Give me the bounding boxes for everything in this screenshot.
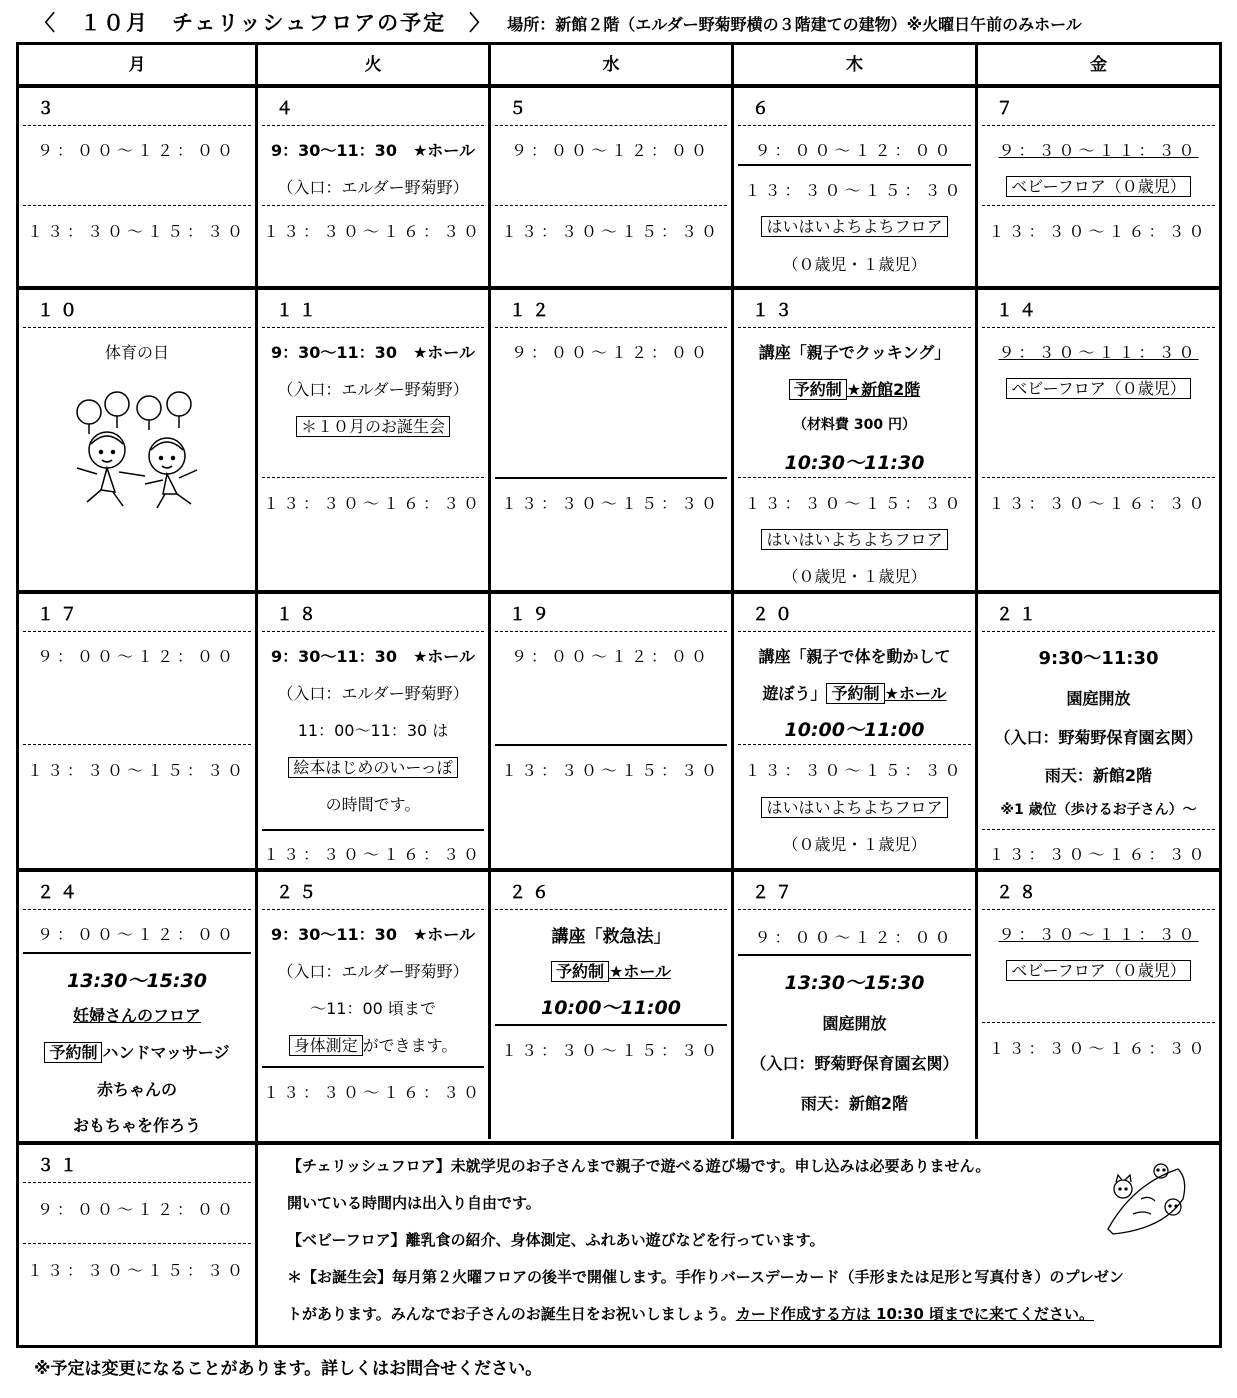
rain-venue: 雨天：新館2階: [1044, 766, 1153, 785]
page-title: 〈 １０月 チェリッシュフロアの予定 〉: [34, 11, 493, 35]
note-birthday-2: トがあります。みんなでお子さんのお誕生日をお祝いしましょう。: [287, 1305, 736, 1323]
pm-time: １３：３０〜１５：３０: [26, 761, 247, 780]
note-card-deadline: カード作成する方は 10:30 頃までに来てください。: [735, 1305, 1095, 1323]
reservation-label: 予約制: [551, 961, 609, 982]
baby-floor-label: ベビーフロア（０歳児）: [1006, 176, 1191, 197]
course-title: 講座「親子でクッキング」: [758, 343, 951, 362]
dashed-line: [738, 744, 971, 745]
solid-line: [495, 744, 727, 746]
calendar-grid: [16, 42, 1222, 1348]
dashed-line: [738, 909, 971, 910]
pm-time: １３：３０〜１５：３０: [744, 761, 965, 780]
dashed-line: [23, 205, 251, 206]
day-cell-12: [491, 290, 731, 590]
day-cell-11: [258, 290, 488, 590]
dashed-line: [495, 205, 727, 206]
solid-line: [738, 954, 971, 956]
animals-illustration: [1103, 1159, 1193, 1239]
reservation-label: 予約制: [826, 683, 884, 704]
weekday-mon: 月: [128, 55, 146, 75]
venue-label: ★新館2階: [846, 380, 921, 399]
am-time: ９：００〜１２：００: [510, 141, 711, 160]
day-number: ２７: [752, 883, 798, 903]
dashed-line: [262, 477, 484, 478]
weekday-wed: 水: [602, 55, 620, 75]
solid-line: [495, 477, 727, 479]
pm-time: １３：３０〜１６：３０: [988, 222, 1209, 241]
course-title: 講座「親子で体を動かして: [758, 647, 951, 666]
dashed-line: [262, 205, 484, 206]
toy-making-1: 赤ちゃんの: [96, 1080, 177, 1099]
am-time: 9：30〜11：30 ★ホール: [271, 141, 475, 160]
pm-time: １３：３０〜１６：３０: [262, 494, 483, 513]
day-number: ５: [509, 99, 532, 119]
dashed-line: [23, 909, 251, 910]
entrance-note: （入口：エルダー野菊野）: [277, 684, 469, 703]
entrance-note: （入口：エルダー野菊野）: [277, 962, 469, 981]
day-cell-28: [978, 872, 1219, 1141]
garden-time: 9:30〜11:30: [1038, 648, 1159, 669]
pm-time: １３：３０〜１６：３０: [988, 1039, 1209, 1058]
age-note: （０歳児・１歳児）: [782, 567, 927, 586]
day-number: １０: [37, 301, 83, 321]
day-number: ２８: [996, 883, 1042, 903]
day-number: １２: [509, 301, 555, 321]
hai-floor-label: はいはいよちよちフロア: [761, 529, 947, 550]
pm-time: １３：３０〜１６：３０: [262, 1083, 483, 1102]
am-time: ９：３０〜１１：３０: [998, 925, 1199, 944]
day-cell-21: [978, 594, 1219, 868]
ehon-time: 11：00〜11：30 は: [297, 721, 449, 740]
dashed-line: [23, 631, 251, 632]
dashed-line: [982, 631, 1215, 632]
am-time: ９：００〜１２：００: [510, 647, 711, 666]
am-time: 9：30〜11：30 ★ホール: [271, 925, 475, 944]
body-measure-note: ができます。: [362, 1036, 458, 1055]
am-time: ９：００〜１２：００: [754, 141, 955, 160]
day-number: ３: [37, 99, 60, 119]
am-time: 9：30〜11：30 ★ホール: [271, 343, 475, 362]
am-time: ９：００〜１２：００: [510, 343, 711, 362]
dashed-line: [982, 205, 1215, 206]
dashed-line: [982, 909, 1215, 910]
dashed-line: [262, 631, 484, 632]
solid-line: [23, 952, 251, 954]
pm-time: １３：３０〜１５：３０: [26, 222, 247, 241]
dashed-line: [495, 909, 727, 910]
am-time: ９：３０〜１１：３０: [998, 141, 1199, 160]
day-cell-6: [734, 88, 975, 286]
day-number: ２４: [37, 883, 83, 903]
am-time: ９：００〜１２：００: [36, 647, 237, 666]
day-number: ２５: [276, 883, 322, 903]
day-cell-5: [491, 88, 731, 286]
weekday-thu: 木: [846, 55, 863, 75]
pm-time: １３：３０〜１５：３０: [500, 494, 721, 513]
dashed-line: [738, 477, 971, 478]
pm-time: １３：３０〜１６：３０: [262, 845, 483, 864]
day-cell-26: [491, 872, 731, 1141]
toy-making-2: おもちゃを作ろう: [72, 1116, 201, 1135]
dashed-line: [738, 125, 971, 126]
weekday-fri: 金: [1090, 55, 1107, 75]
dashed-line: [23, 744, 251, 745]
dashed-line: [262, 125, 484, 126]
day-number: ７: [996, 99, 1019, 119]
material-fee: （材料費 300 円）: [793, 417, 916, 433]
day-cell-19: [491, 594, 731, 868]
day-number: １１: [276, 301, 322, 321]
page-header: [34, 6, 1082, 40]
dashed-line: [982, 477, 1215, 478]
dashed-line: [495, 125, 727, 126]
day-number: ２０: [752, 605, 798, 625]
weekday-tue: 火: [364, 55, 382, 75]
solid-line: [738, 164, 971, 166]
measure-time: 〜11：00 頃まで: [310, 999, 436, 1018]
notes-panel: [275, 1145, 1219, 1345]
age-note: ※1 歳位（歩けるお子さん）〜: [1000, 802, 1197, 818]
venue-label: ★ホール: [608, 962, 672, 981]
hai-floor-label: はいはいよちよちフロア: [761, 797, 947, 818]
day-number: ２６: [509, 883, 555, 903]
course-title-cont: 遊ぼう」: [762, 684, 827, 703]
dashed-line: [982, 125, 1215, 126]
dashed-line: [982, 829, 1215, 830]
hai-floor-label: はいはいよちよちフロア: [761, 216, 947, 237]
day-cell-17: [19, 594, 255, 868]
day-number: １３: [752, 301, 798, 321]
am-time: 9：30〜11：30 ★ホール: [271, 647, 475, 666]
am-time: ９：００〜１２：００: [36, 141, 237, 160]
holiday-label: 体育の日: [104, 343, 169, 362]
day-number: ６: [752, 99, 775, 119]
dashed-line: [982, 327, 1215, 328]
location-note: 場所：新館２階（エルダー野菊野横の３階建ての建物）※火曜日午前のみホール: [507, 15, 1082, 34]
garden-entrance: （入口：野菊野保育園玄関）: [750, 1054, 959, 1073]
course-title: 講座「救急法」: [551, 927, 671, 947]
am-time: ９：００〜１２：００: [36, 925, 237, 944]
am-time: ９：００〜１２：００: [36, 1200, 237, 1219]
dashed-line: [738, 631, 971, 632]
course-time: 10:00〜11:00: [541, 997, 681, 1019]
day-cell-4: [258, 88, 488, 286]
day-number: １９: [509, 605, 555, 625]
day-cell-20: [734, 594, 975, 868]
baby-floor-label: ベビーフロア（０歳児）: [1006, 960, 1191, 981]
pm-time: １３：３０〜１５：３０: [500, 1041, 721, 1060]
age-note: （０歳児・１歳児）: [782, 835, 927, 854]
day-cell-18: [258, 594, 488, 868]
baby-floor-label: ベビーフロア（０歳児）: [1006, 378, 1191, 399]
day-cell-7: [978, 88, 1219, 286]
dashed-line: [738, 327, 971, 328]
birthday-party-label: ＊１０月のお誕生会: [296, 416, 450, 437]
pm-time: １３：３０〜１５：３０: [744, 181, 965, 200]
body-measure-label: 身体測定: [289, 1035, 363, 1056]
age-note: （０歳児・１歳児）: [782, 255, 927, 274]
dashed-line: [262, 909, 484, 910]
ehon-program-label: 絵本はじめのいーっぽ: [288, 757, 457, 778]
day-number: １４: [996, 301, 1042, 321]
pm-time: １３：３０〜１５：３０: [500, 222, 721, 241]
day-cell-14: [978, 290, 1219, 590]
day-cell-27: [734, 872, 975, 1141]
reservation-label: 予約制: [789, 379, 847, 400]
rain-venue: 雨天：新館2階: [800, 1094, 909, 1113]
pm-time: １３：３０〜１５：３０: [500, 761, 721, 780]
dashed-line: [495, 327, 727, 328]
children-running-illustration: [67, 390, 207, 520]
dashed-line: [982, 1022, 1215, 1023]
venue-label: ★ホール: [884, 684, 947, 703]
garden-open: 園庭開放: [822, 1014, 887, 1033]
dashed-line: [23, 327, 251, 328]
reservation-label: 予約制: [44, 1042, 102, 1063]
pm-time: １３：３０〜１５：３０: [744, 494, 965, 513]
pm-time: １３：３０〜１６：３０: [988, 494, 1209, 513]
course-time: 10:00〜11:00: [784, 719, 925, 741]
dashed-line: [23, 1182, 251, 1183]
day-number: ３１: [37, 1156, 83, 1176]
day-cell-13: [734, 290, 975, 590]
pm-time: １３：３０〜１６：３０: [262, 222, 483, 241]
pm-time: １３：３０〜１６：３０: [988, 845, 1209, 864]
solid-line: [262, 1066, 484, 1068]
ehon-note: の時間です。: [325, 795, 421, 814]
day-number: １７: [37, 605, 83, 625]
am-time: ９：００〜１２：００: [754, 928, 955, 947]
pregnant-floor-label: 妊婦さんのフロア: [72, 1006, 201, 1025]
garden-open: 園庭開放: [1066, 689, 1131, 708]
note-baby-floor: 【ベビーフロア】離乳食の紹介、身体測定、ふれあい遊びなどを行っています。: [287, 1231, 825, 1249]
pm-time: １３：３０〜１５：３０: [26, 1261, 247, 1280]
dashed-line: [495, 631, 727, 632]
day-cell-3: [19, 88, 255, 286]
day-cell-31: [19, 1145, 255, 1345]
hand-massage-label: ハンドマッサージ: [102, 1043, 230, 1062]
course-time: 10:30〜11:30: [784, 452, 925, 474]
solid-line: [495, 1024, 727, 1026]
dashed-line: [262, 327, 484, 328]
footer-note: ※予定は変更になることがあります。詳しくはお問合せください。: [34, 1359, 543, 1379]
solid-line: [262, 829, 484, 831]
am-time: ９：３０〜１１：３０: [998, 343, 1199, 362]
day-cell-24: [19, 872, 255, 1141]
dashed-line: [23, 1243, 251, 1244]
entrance-note: （入口：エルダー野菊野）: [277, 380, 469, 399]
day-cell-25: [258, 872, 488, 1141]
entrance-note: （入口：エルダー野菊野）: [277, 178, 469, 197]
garden-entrance: （入口：野菊野保育園玄関）: [994, 728, 1203, 747]
note-cherish: 【チェリッシュフロア】未就学児のお子さんまで親子で遊べる遊び場です。申し込みは必要ありません。: [287, 1157, 991, 1175]
dashed-line: [23, 125, 251, 126]
day-cell-10: [19, 290, 255, 590]
note-free-entry: 開いている時間内は出入り自由です。: [287, 1194, 541, 1212]
pm-event-time: 13:30〜15:30: [67, 970, 207, 992]
day-number: ４: [276, 99, 299, 119]
day-number: １８: [276, 605, 322, 625]
garden-time: 13:30〜15:30: [784, 972, 925, 994]
note-birthday-1: ＊【お誕生会】毎月第２火曜フロアの後半で開催します。手作りバースデーカード（手形または足形と写真付き）のプレゼン: [287, 1268, 1124, 1286]
day-number: ２１: [996, 605, 1042, 625]
